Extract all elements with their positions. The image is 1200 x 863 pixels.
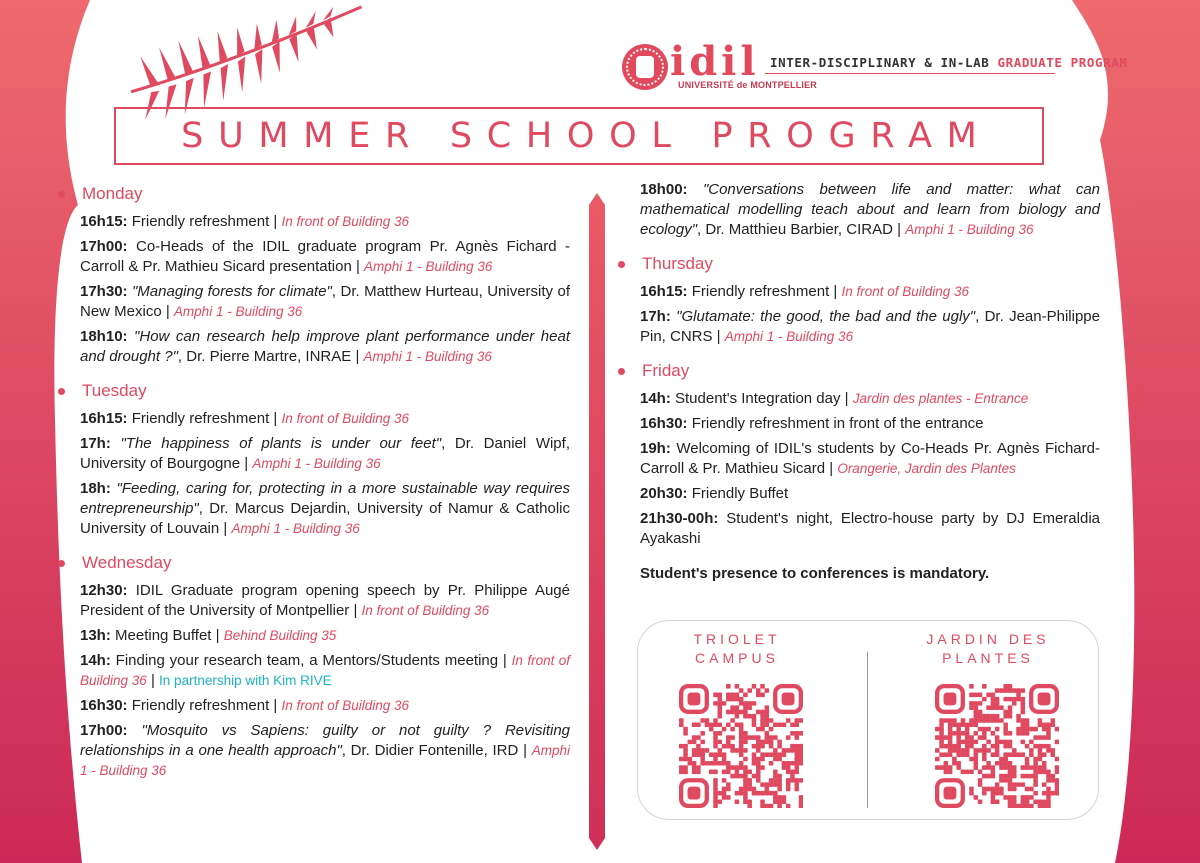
- day-heading-friday: [618, 361, 1100, 381]
- schedule-item: 17h: "Glutamate: the good, the bad and the ugly", Dr. Jean-Philippe Pin, CNRS | Amphi 1 - Building 36: [640, 308, 1100, 345]
- university-seal-icon: [622, 44, 668, 90]
- schedule-item: 16h30: Friendly refreshment | In front of Building 36: [80, 697, 410, 714]
- qr-divider: [867, 652, 868, 808]
- schedule-item: 16h15: Friendly refreshment | In front of Building 36: [640, 283, 970, 300]
- schedule-item: 16h30: Friendly refreshment in front of the entrance: [640, 415, 984, 432]
- bullet-icon: [618, 261, 625, 268]
- bullet-icon: [58, 560, 65, 567]
- palm-leaf-icon: [123, 3, 373, 124]
- program-tagline: [770, 55, 1128, 70]
- qr-code-triolet-campus[interactable]: [679, 684, 803, 808]
- tagline-part-2: GRADUATE PROGRAM: [997, 55, 1128, 70]
- qr-finder-pattern: [937, 780, 963, 806]
- schedule-item: 14h: Student's Integration day | Jardin des plantes - Entrance: [640, 390, 1029, 407]
- logo-subtitle: UNIVERSITÉ de MONTPELLIER: [678, 80, 818, 90]
- tagline-underline: [765, 73, 1055, 74]
- right-column: [618, 180, 1100, 582]
- schedule-item: 13h: Meeting Buffet | Behind Building 35: [80, 627, 337, 644]
- bullet-icon: [58, 388, 65, 395]
- day-name: Tuesday: [82, 381, 147, 400]
- day-heading-monday: [58, 184, 570, 204]
- day-name: Friday: [642, 361, 690, 380]
- day-heading-wednesday: [58, 553, 570, 573]
- qr-finder-pattern: [681, 686, 707, 712]
- day-name: Monday: [82, 184, 143, 203]
- left-column: [58, 180, 570, 786]
- qr-finder-pattern: [681, 780, 707, 806]
- idil-logo: idil: [670, 38, 760, 85]
- qr-label-jardin: JARDIN DES PLANTES: [926, 631, 1050, 666]
- day-name: Wednesday: [82, 553, 172, 572]
- day-heading-tuesday: [58, 381, 570, 401]
- schedule-item: 18h00: "Conversations between life and matter: what can mathematical modelling teach about and learn from biology and ecology", Dr. Matthieu Barbier, CIRAD | Amphi 1 - Building 36: [640, 181, 1101, 238]
- schedule-item: 17h00: Co-Heads of the IDIL graduate program Pr. Agnès Fichard - Carroll & Pr. Mathieu Sicard presentation | Amphi 1 - Building 36: [80, 238, 570, 275]
- schedule-item: 18h: "Feeding, caring for, protecting in a more sustainable way requires entrepreneurship", Dr. Marcus Dejardin, University of Namur & Catholic University of Louvain | Amphi 1 - Building 36: [80, 480, 570, 537]
- qr-label-triolet: TRIOLET CAMPUS: [693, 631, 781, 666]
- page-title: SUMMER SCHOOL PROGRAM: [181, 116, 992, 156]
- schedule-item: 18h10: "How can research help improve plant performance under heat and drought ?", Dr. Pierre Martre, INRAE | Amphi 1 - Building 36: [80, 328, 570, 365]
- qr-finder-pattern: [775, 686, 801, 712]
- schedule-item: 17h: "The happiness of plants is under our feet", Dr. Daniel Wipf, University of Bourgogne | Amphi 1 - Building 36: [80, 435, 570, 472]
- title-box: [114, 107, 1044, 165]
- schedule-item: 20h30: Friendly Buffet: [640, 485, 789, 502]
- schedule-item: 16h15: Friendly refreshment | In front of Building 36: [80, 410, 410, 427]
- mandatory-notice: Student's presence to conferences is mandatory.: [640, 565, 990, 582]
- day-name: Thursday: [642, 254, 713, 273]
- schedule-item: 21h30-00h: Student's night, Electro-house party by DJ Emeraldia Ayakashi: [640, 510, 1100, 547]
- bullet-icon: [618, 368, 625, 375]
- day-heading-thursday: [618, 254, 1100, 274]
- schedule-item: 16h15: Friendly refreshment | In front of Building 36: [80, 213, 410, 230]
- partner-note: In partnership with Kim RIVE: [159, 673, 332, 688]
- tagline-part-1: INTER-DISCIPLINARY & IN-LAB: [770, 55, 998, 70]
- schedule-item: 12h30: IDIL Graduate program opening speech by Pr. Philippe Augé President of the University of Montpellier | In front of Building 36: [80, 582, 570, 619]
- qr-code-jardin-des-plantes[interactable]: [935, 684, 1059, 808]
- qr-finder-pattern: [1031, 686, 1057, 712]
- qr-finder-pattern: [937, 686, 963, 712]
- schedule-item: 17h30: "Managing forests for climate", Dr. Matthew Hurteau, University of New Mexico | Amphi 1 - Building 36: [80, 283, 570, 320]
- schedule-item: 17h00: "Mosquito vs Sapiens: guilty or not guilty ? Revisiting relationships in a one health approach", Dr. Didier Fontenille, IRD | Amphi 1 - Building 36: [80, 722, 571, 778]
- bullet-icon: [58, 191, 65, 198]
- center-divider: [589, 193, 605, 850]
- schedule-item: 14h: Finding your research team, a Mentors/Students meeting | In front of Building 36 | In partnership with Kim RIVE: [80, 652, 570, 689]
- schedule-item: 19h: Welcoming of IDIL's students by Co-Heads Pr. Agnès Fichard-Carroll & Pr. Mathieu Sicard | Orangerie, Jardin des Plantes: [640, 440, 1100, 477]
